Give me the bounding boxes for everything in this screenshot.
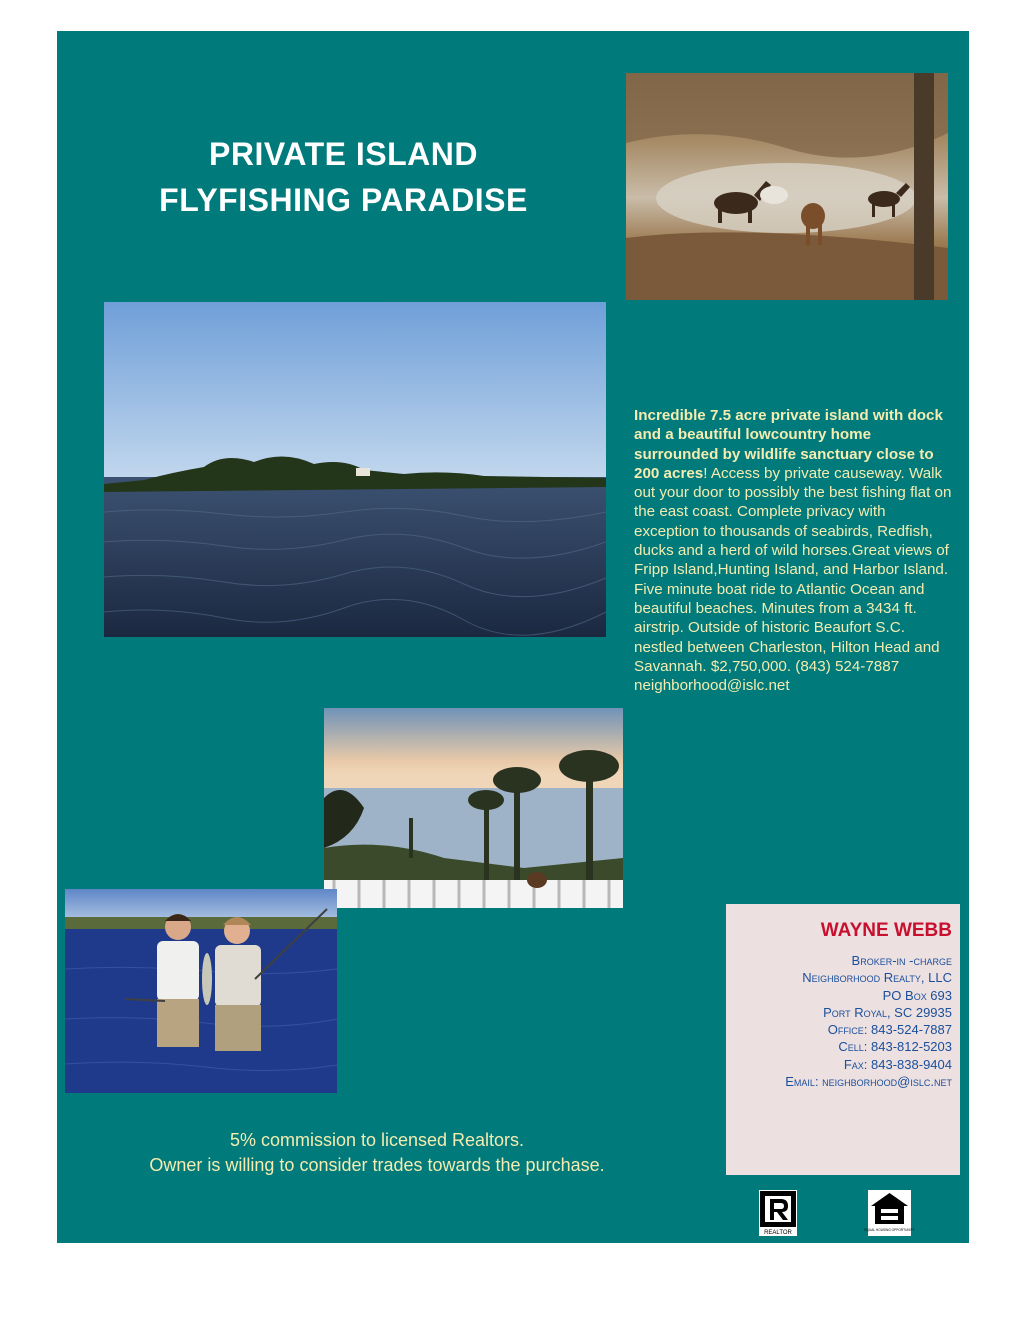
equal-housing-text: EQUAL HOUSING OPPORTUNITY [864,1228,915,1232]
realtor-logo-icon [759,1190,797,1236]
photo-boys-fishing [65,889,337,1093]
description-body: ! Access by private causeway. Walk out your door to possibly the best fishing flat on the east coast. Complete privacy with exception to thousands of seabirds, Redfish, ducks and a herd of wild horses.Great views of Fripp Island,Hunting Island, and Harbor Island. Five minute boat ride to Atlantic Ocean and beautiful beaches. Minutes from a 3434 ft. airstrip. Outside of historic Beaufort S.C. nestled between Charleston, Hilton Head and Savannah. $2,750,000. (843) 524-7887 neighborhood@islc.net [634,464,952,695]
commission-note: 5% commission to licensed Realtors. [229,1130,525,1150]
agent-email[interactable]: Email: neighborhood@islc.net [785,1074,952,1090]
page-title [121,131,566,223]
footer-note [107,1128,647,1178]
agent-cell-phone: Cell: 843-812-5203 [838,1039,952,1055]
agent-fax: Fax: 843-838-9404 [843,1056,952,1072]
agent-office-phone: Office: 843-524-7887 [827,1022,952,1038]
agent-po-box: PO Box 693 [882,987,952,1003]
description-lead: Incredible 7.5 acre private island with dock and a beautiful lowcountry home surrounded by wildlife sanctuary close to 200 acres [634,407,943,482]
trades-note: Owner is willing to consider trades towards the purchase. [149,1155,605,1175]
contact-card [726,904,960,1175]
photo-sunset-palms [324,708,623,908]
photo-wild-horses [626,73,948,300]
title-line-1: PRIVATE ISLAND [209,136,478,172]
agent-name: WAYNE WEBB [820,920,952,941]
photo-island-water [104,302,606,637]
title-line-2: FLYFISHING PARADISE [159,182,528,218]
property-description [634,406,954,695]
realtor-logo-text: REALTOR [764,1230,792,1236]
equal-housing-icon [864,1190,915,1236]
agent-company: Neighborhood Realty, LLC [802,970,952,986]
flyer-panel [57,31,969,1243]
agent-title: Broker-in -charge [851,953,952,968]
agent-city: Port Royal, SC 29935 [823,1004,952,1020]
